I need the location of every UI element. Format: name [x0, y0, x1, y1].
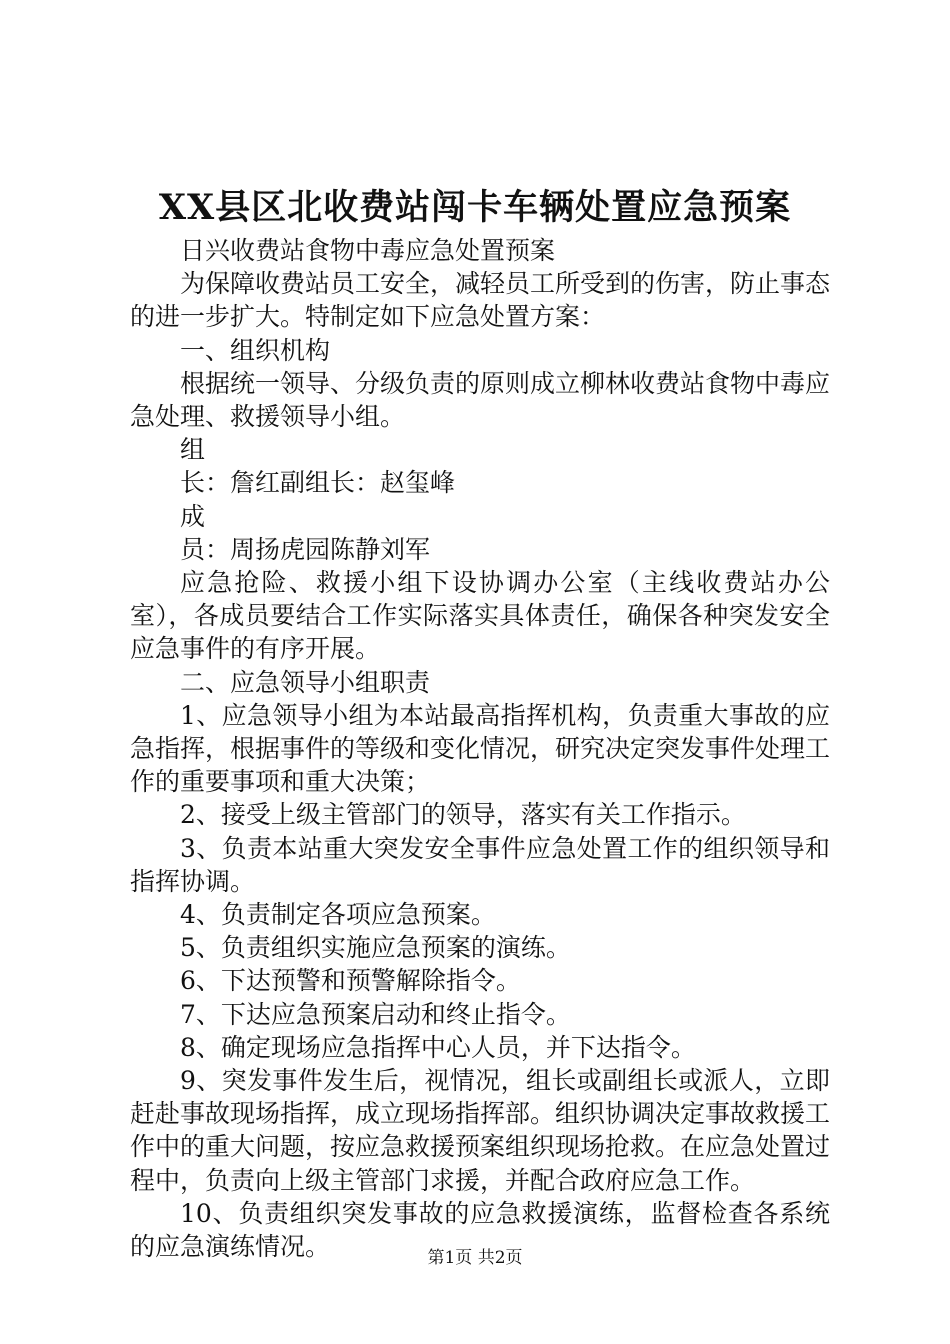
paragraph: 员：周扬虎园陈静刘军	[180, 534, 431, 564]
paragraph: 日兴收费站食物中毒应急处置预案	[180, 236, 556, 265]
section-heading: 二、应急领导小组职责	[180, 667, 431, 697]
list-item: 9、突发事件发生后，视情况，组长或副组长或派人，立即赶赴事故现场指挥，成立现场指挥部。组织协调决定事故救援工作中的重大问题，按应急救援预案组织现场抢救。在应急处置过程中，负责向上级主管部门求援，并配合政府应急工作。	[130, 1066, 831, 1195]
document-title: XX县区北收费站闯卡车辆处置应急预案	[158, 187, 792, 228]
paragraph: 应急抢险、救援小组下设协调办公室（主线收费站办公室），各成员要结合工作实际落实具体责任，确保各种突发安全应急事件的有序开展。	[130, 568, 830, 664]
paragraph: 根据统一领导、分级负责的原则成立柳林收费站食物中毒应急处理、救援领导小组。	[130, 368, 831, 432]
list-item: 3、负责本站重大突发安全事件应急处置工作的组织领导和指挥协调。	[130, 833, 830, 896]
paragraph: 长：詹红副组长：赵玺峰	[180, 468, 456, 498]
paragraph: 组	[180, 435, 206, 465]
list-item: 7、下达应急预案启动和终止指令。	[180, 999, 571, 1029]
page-footer: 第1页 共2页	[427, 1248, 523, 1268]
section-heading: 一、组织机构	[180, 335, 331, 365]
list-item: 4、负责制定各项应急预案。	[180, 900, 496, 930]
paragraph: 成	[180, 501, 206, 531]
list-item: 6、下达预警和预警解除指令。	[180, 966, 521, 996]
document-body	[130, 234, 830, 1263]
list-item: 10、负责组织突发事故的应急救援演练，监督检查各系统的应急演练情况。	[130, 1198, 830, 1262]
paragraph: 为保障收费站员工安全，减轻员工所受到的伤害，防止事态的进一步扩大。特制定如下应急处置方案：	[130, 269, 831, 332]
list-item: 8、确定现场应急指挥中心人员，并下达指令。	[180, 1032, 696, 1062]
list-item: 5、负责组织实施应急预案的演练。	[180, 933, 571, 963]
list-item: 1、应急领导小组为本站最高指挥机构，负责重大事故的应急指挥，根据事件的等级和变化情况，研究决定突发事件处理工作的重要事项和重大决策；	[130, 700, 831, 797]
list-item: 2、接受上级主管部门的领导，落实有关工作指示。	[180, 800, 746, 830]
